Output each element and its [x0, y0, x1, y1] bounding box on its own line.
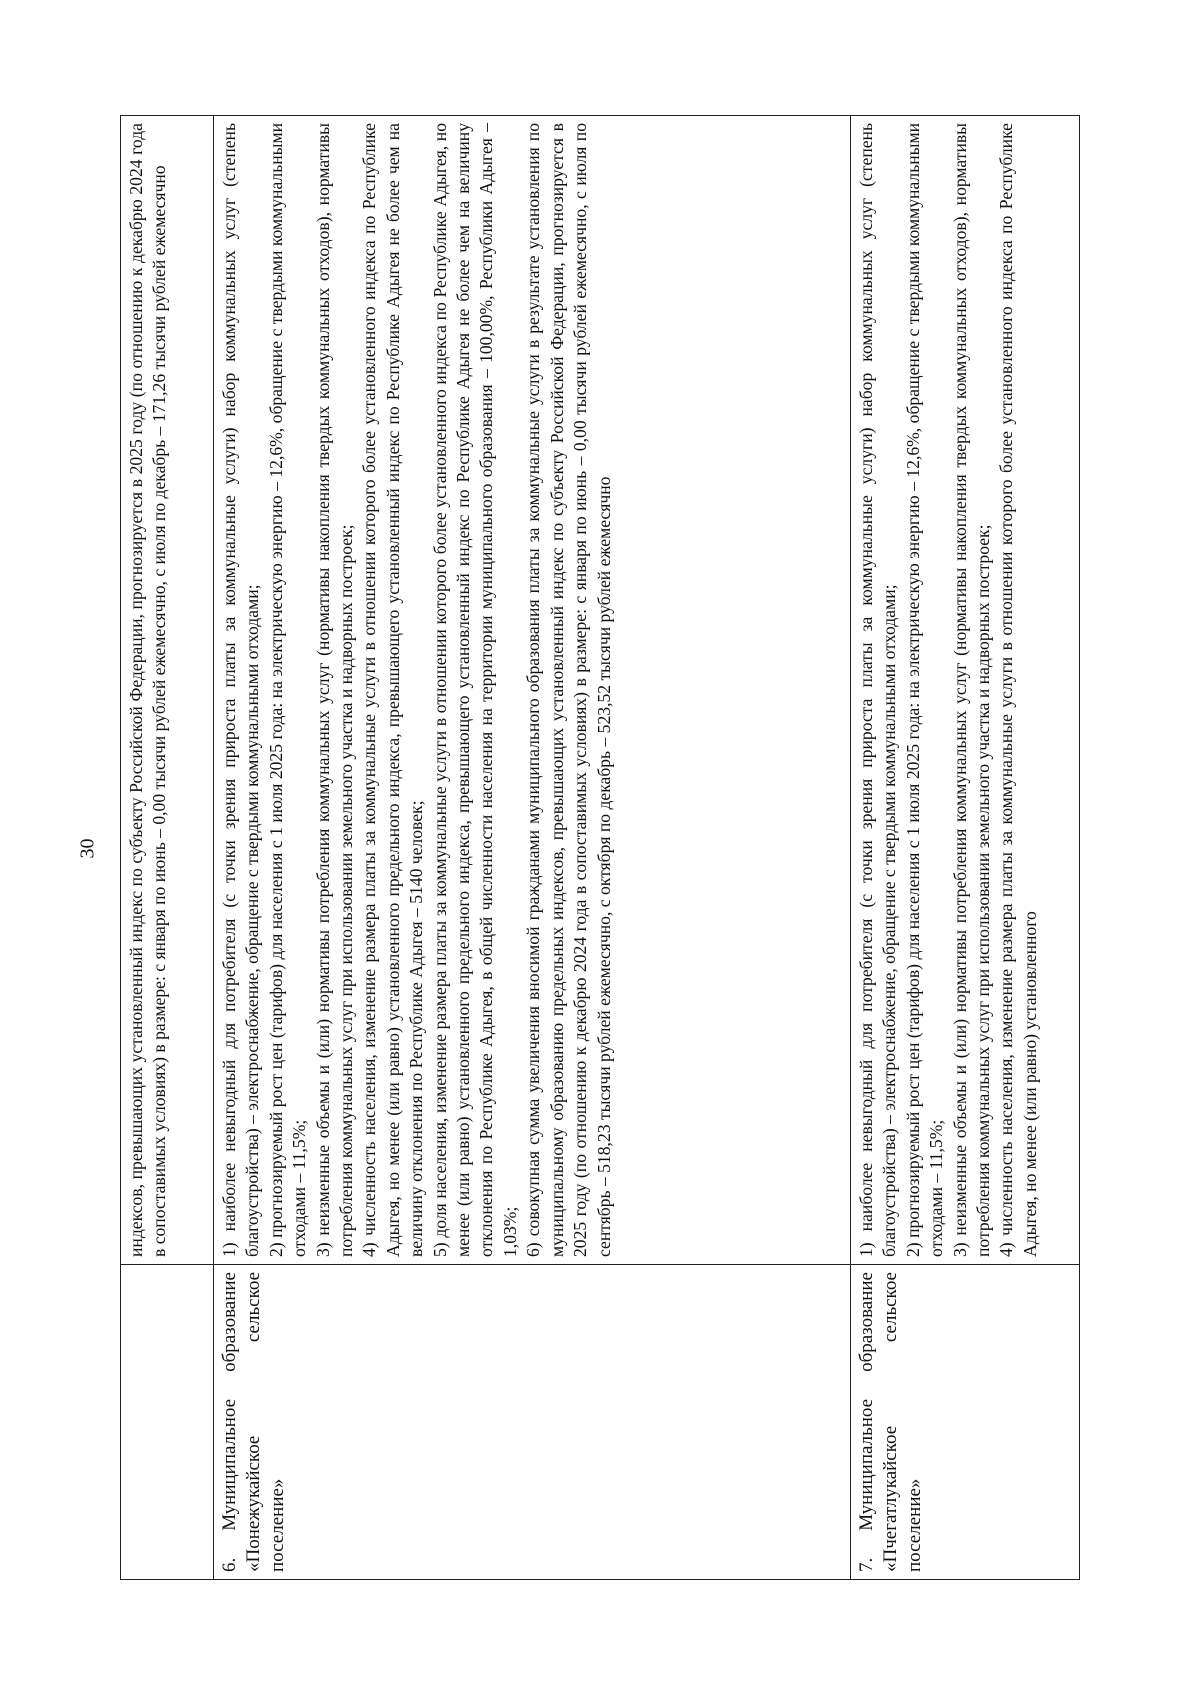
municipal-forecast-table — [120, 115, 1080, 1580]
municipality-cell: 7. Муниципальное образование «Пчегатлукайское сельское поселение» — [851, 1265, 1080, 1580]
rotated-page-content — [120, 115, 1080, 1580]
parameter-paragraph: 1) наиболее невыгодный для потребителя (с точки зрения прироста платы за коммунальные услуги) набор коммунальных услуг (степень благоустройства) – электроснабжение, обращение с твердыми коммунальными отходами; — [219, 123, 263, 1257]
parameter-paragraph: индексов, превышающих установленный индекс по субъекту Российской Федерации, прогнозируется в 2025 году (по отношению к декабрю 2024 года в сопоставимых условиях) в размере: с января по июнь – 0,00 тысячи рублей ежемесячно, с июля по декабрь – 171,26 тысячи рублей ежемесячно — [126, 123, 170, 1257]
parameter-paragraph: 6) совокупная сумма увеличения вносимой гражданами муниципального образования платы за коммунальные услуги в результате установления по муниципальному образованию предельных индексов, превышающих установленный индекс по субъекту Российской Федерации, прогнозируется в 2025 году (по отношению к декабрю 2024 года в сопоставимых условиях) в размере: с января по июнь – 0,00 тысячи рублей ежемесячно, с июля по сентябрь – 518,23 тысячи рублей ежемесячно, с октября по декабрь – 523,52 тысячи рублей ежемесячно — [523, 123, 614, 1257]
municipality-cell — [121, 1265, 214, 1580]
parameter-paragraph: 3) неизменные объемы и (или) нормативы потребления коммунальных услуг (нормативы накопления твердых коммунальных отходов), нормативы потребления коммунальных услуг при использовании земельного участка и надворных построек; — [312, 123, 357, 1257]
page-number: 30 — [76, 838, 99, 859]
parameter-paragraph: 4) численность населения, изменение размера платы за коммунальные услуги в отношении которого более установленного индекса по Республике Адыгея, но менее (или равно) установленного — [996, 123, 1040, 1257]
parameter-paragraph: 2) прогнозируемый рост цен (тарифов) для населения с 1 июля 2025 года: на электрическую энергию – 12,6%, обращение с твердыми коммунальными отходами – 11,5%; — [265, 123, 310, 1257]
parameters-cell — [851, 116, 1080, 1265]
parameters-cell — [121, 116, 214, 1265]
municipality-cell: 6. Муниципальное образование «Понежукайское сельское поселение» — [214, 1265, 851, 1580]
parameter-paragraph: 2) прогнозируемый рост цен (тарифов) для населения с 1 июля 2025 года: на электрическую энергию – 12,6%, обращение с твердыми коммунальными отходами – 11,5%; — [902, 123, 947, 1257]
table-row — [121, 116, 214, 1580]
table-row — [851, 116, 1080, 1580]
parameter-paragraph: 3) неизменные объемы и (или) нормативы потребления коммунальных услуг (нормативы накопления твердых коммунальных отходов), нормативы потребления коммунальных услуг при использовании земельного участка и надворных построек; — [949, 123, 994, 1257]
parameter-paragraph: 4) численность населения, изменение размера платы за коммунальные услуги в отношении которого более установленного индекса по Республике Адыгея, но менее (или равно) установленного предельного индекса, превышающего установленный индекс по Республике Адыгея не более чем на величину отклонения по Республике Адыгея – 5140 человек; — [359, 123, 427, 1257]
table-row — [214, 116, 851, 1580]
parameter-paragraph: 5) доля населения, изменение размера платы за коммунальные услуги в отношении которого более установленного индекса по Республике Адыгея, но менее (или равно) установленного предельного индекса, превышающего установленный индекс по Республике Адыгея не более чем на величину отклонения по Республике Адыгея, в общей численности населения на территории муниципального образования – 100,00%, Республики Адыгея – 1,03%; — [429, 123, 520, 1257]
parameters-cell — [214, 116, 851, 1265]
parameter-paragraph: 1) наиболее невыгодный для потребителя (с точки зрения прироста платы за коммунальные услуги) набор коммунальных услуг (степень благоустройства) – электроснабжение, обращение с твердыми коммунальными отходами; — [856, 123, 900, 1257]
